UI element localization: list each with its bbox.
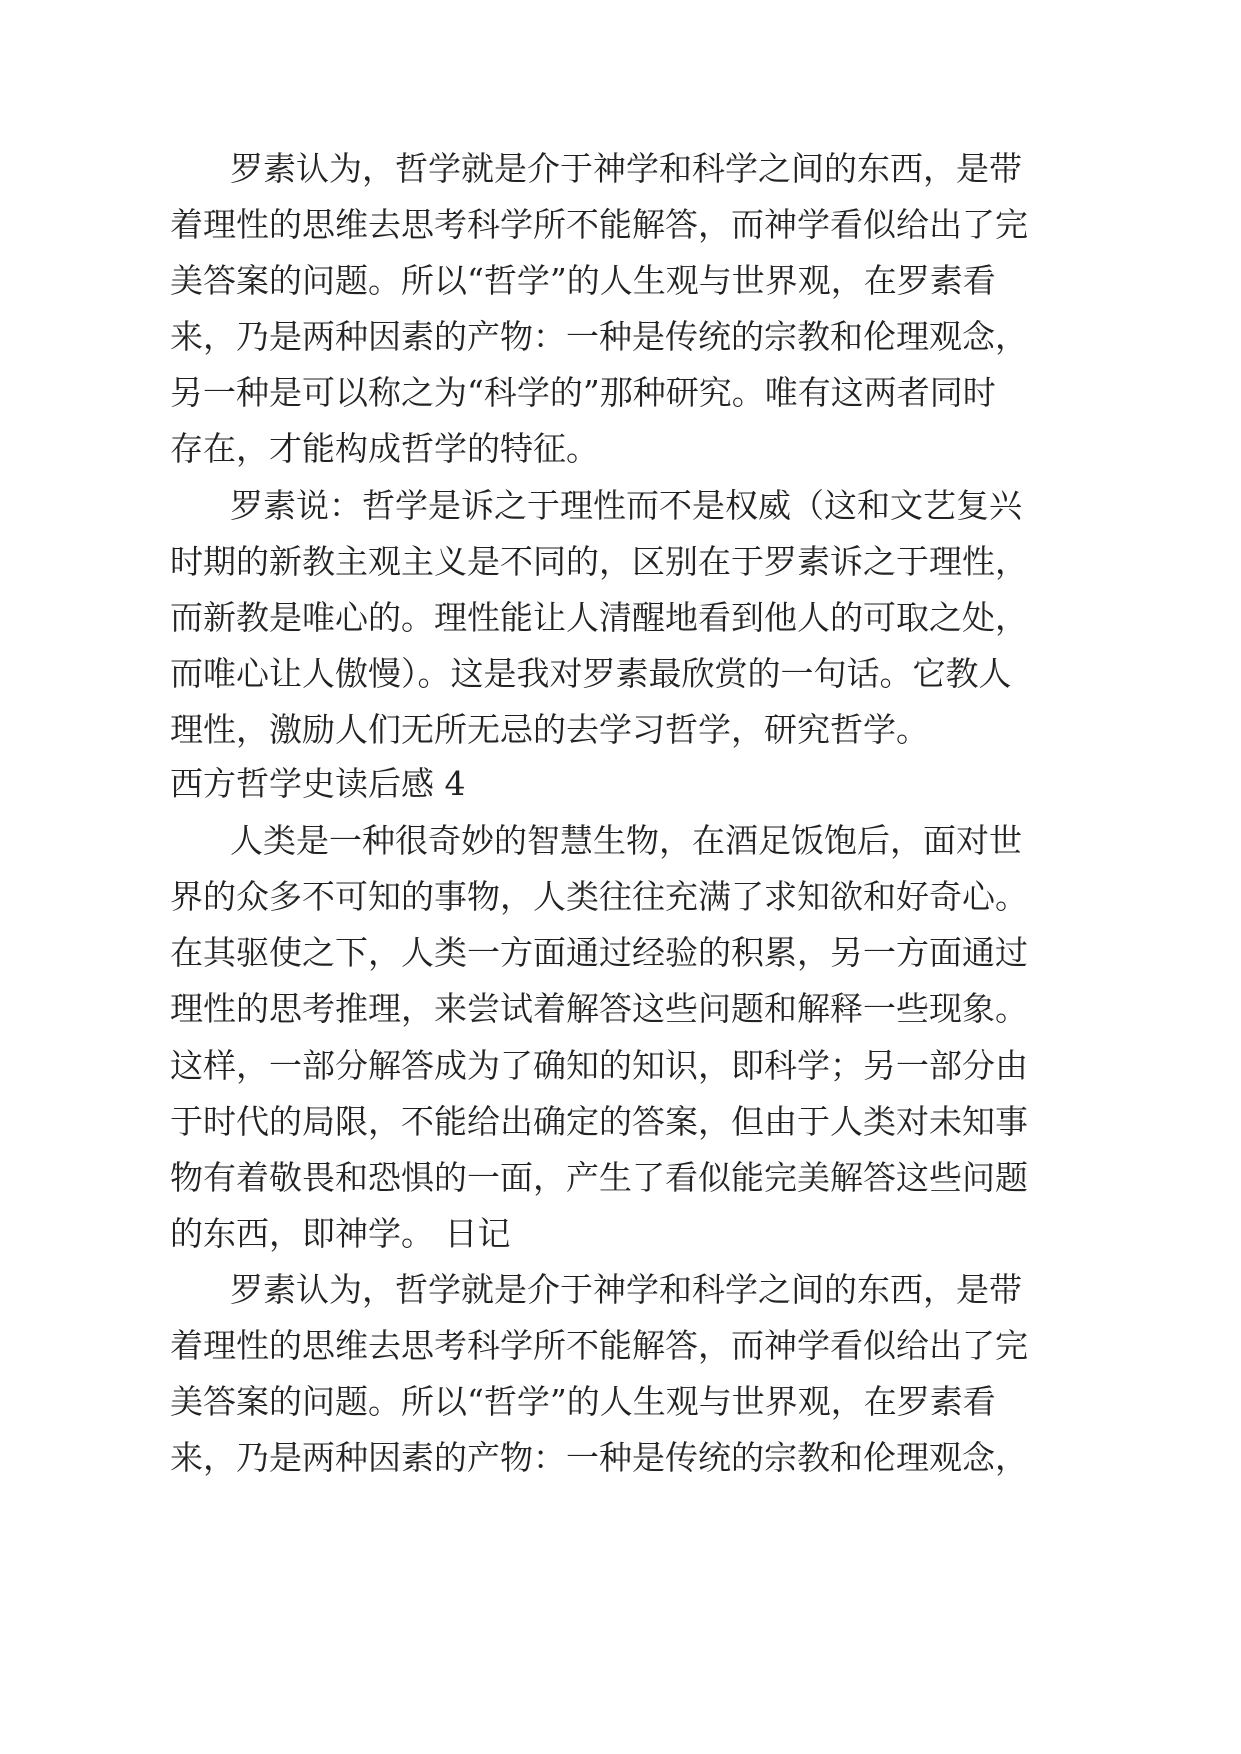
paragraph-3-line-7: 物有着敬畏和恐惧的一面，产生了看似能完美解答这些问题 (170, 1158, 1028, 1197)
paragraph-3-line-6: 于时代的局限，不能给出确定的答案，但由于人类对未知事 (170, 1102, 1028, 1141)
paragraph-4-line-3: 美答案的问题。所以“哲学”的人生观与世界观，在罗素看 (170, 1382, 996, 1421)
paragraph-1-line-2: 着理性的思维去思考科学所不能解答，而神学看似给出了完 (170, 205, 1028, 244)
paragraph-1-line-5: 另一种是可以称之为“科学的”那种研究。唯有这两者同时 (170, 373, 996, 412)
paragraph-3-line-2: 界的众多不可知的事物，人类往往充满了求知欲和好奇心。 (170, 877, 1028, 916)
paragraph-2-line-4: 而唯心让人傲慢）。这是我对罗素最欣赏的一句话。它教人 (170, 654, 1012, 693)
paragraph-1-line-3: 美答案的问题。所以“哲学”的人生观与世界观，在罗素看 (170, 261, 996, 300)
paragraph-2-line-1: 罗素说：哲学是诉之于理性而不是权威（这和文艺复兴 (230, 486, 1022, 525)
paragraph-3-line-1: 人类是一种很奇妙的智慧生物，在酒足饭饱后，面对世 (230, 821, 1022, 860)
paragraph-3-line-8: 的东西，即神学。 日记 (170, 1214, 511, 1253)
paragraph-3-line-5: 这样，一部分解答成为了确知的知识，即科学；另一部分由 (170, 1046, 1028, 1085)
section-heading: 西方哲学史读后感 4 (170, 764, 466, 803)
paragraph-3-line-3: 在其驱使之下，人类一方面通过经验的积累，另一方面通过 (170, 933, 1028, 972)
paragraph-4-line-4: 来，乃是两种因素的产物：一种是传统的宗教和伦理观念， (170, 1438, 1028, 1477)
paragraph-4-line-1: 罗素认为，哲学就是介于神学和科学之间的东西，是带 (230, 1270, 1022, 1309)
paragraph-2-line-5: 理性，激励人们无所无忌的去学习哲学，研究哲学。 (170, 710, 929, 749)
paragraph-2-line-3: 而新教是唯心的。理性能让人清醒地看到他人的可取之处， (170, 598, 1028, 637)
paragraph-3-line-4: 理性的思考推理，来尝试着解答这些问题和解释一些现象。 (170, 989, 1028, 1028)
paragraph-2-line-2: 时期的新教主观主义是不同的，区别在于罗素诉之于理性， (170, 542, 1028, 581)
paragraph-1-line-6: 存在，才能构成哲学的特征。 (170, 429, 599, 468)
paragraph-1-line-1: 罗素认为，哲学就是介于神学和科学之间的东西，是带 (230, 149, 1022, 188)
paragraph-4-line-2: 着理性的思维去思考科学所不能解答，而神学看似给出了完 (170, 1326, 1028, 1365)
paragraph-1-line-4: 来，乃是两种因素的产物：一种是传统的宗教和伦理观念， (170, 317, 1028, 356)
